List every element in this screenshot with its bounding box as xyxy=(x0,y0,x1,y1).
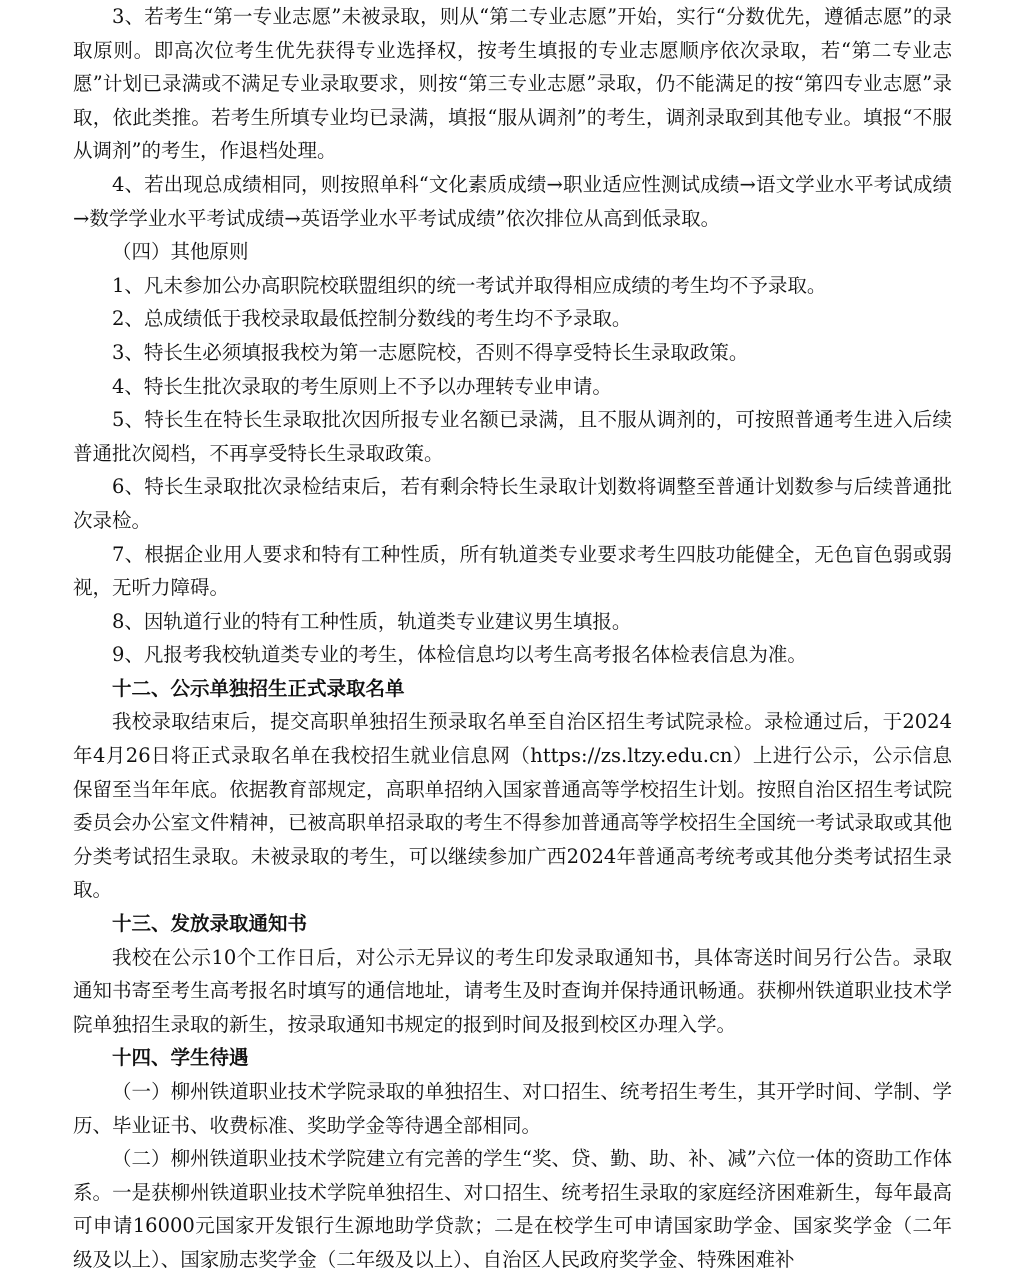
section-heading-12: 十二、公示单独招生正式录取名单 xyxy=(112,676,405,700)
paragraph-other-principle-9: 9、凡报考我校轨道类专业的考生，体检信息均以考生高考报名体检表信息为准。 xyxy=(112,643,807,667)
document-body xyxy=(73,0,952,1277)
subheading-other-principles: （四）其他原则 xyxy=(112,240,249,264)
section-heading-14: 十四、学生待遇 xyxy=(112,1046,249,1070)
paragraph-student-benefits-1: （一）柳州铁道职业技术学院录取的单独招生、对口招生、统考招生考生，其开学时间、学制、学历、毕业证书、收费标准、奖助学金等待遇全部相同。 xyxy=(73,1080,952,1137)
paragraph-other-principle-3: 3、特长生必须填报我校为第一志愿院校，否则不得享受特长生录取政策。 xyxy=(112,340,749,364)
paragraph-admission-rule-4: 4、若出现总成绩相同，则按照单科“文化素质成绩→职业适应性测试成绩→语文学业水平考试成绩→数学学业水平考试成绩→英语学业水平考试成绩”依次排位从高到低录取。 xyxy=(73,172,952,230)
paragraph-other-principle-1: 1、凡未参加公办高职院校联盟组织的统一考试并取得相应成绩的考生均不予录取。 xyxy=(112,273,827,297)
paragraph-other-principle-7: 7、根据企业用人要求和特有工种性质，所有轨道类专业要求考生四肢功能健全，无色盲色弱或弱视，无听力障碍。 xyxy=(73,542,952,600)
paragraph-admission-notice: 我校在公示10个工作日后，对公示无异议的考生印发录取通知书，具体寄送时间另行公告。录取通知书寄至考生高考报名时填写的通信地址，请考生及时查询并保持通讯畅通。获柳州铁道职业技术学院单独招生录取的新生，按录取通知书规定的报到时间及报到校区办理入学。 xyxy=(73,945,952,1036)
paragraph-other-principle-2: 2、总成绩低于我校录取最低控制分数线的考生均不予录取。 xyxy=(112,307,632,331)
section-heading-13: 十三、发放录取通知书 xyxy=(112,912,308,936)
paragraph-student-benefits-2: （二）柳州铁道职业技术学院建立有完善的学生“奖、贷、勤、助、补、减”六位一体的资助工作体系。一是获柳州铁道职业技术学院单独招生、对口招生、统考招生录取的家庭经济困难新生，每年最高可申请16000元国家开发银行生源地助学贷款；二是在校学生可申请国家助学金、国家奖学金（二年级及以上）、国家励志奖学金（二年级及以上）、自治区人民政府奖学金、特殊困难补 xyxy=(73,1147,952,1271)
paragraph-publicity: 我校录取结束后，提交高职单独招生预录取名单至自治区招生考试院录检。录检通过后，于2024年4月26日将正式录取名单在我校招生就业信息网（https://zs.ltzy.edu.cn）上进行公示，公示信息保留至当年年底。依据教育部规定，高职单招纳入国家普通高等学校招生计划。按照自治区招生考试院委员会办公室文件精神，已被高职单招录取的考生不得参加普通高等学校招生全国统一考试录取或其他分类考试招生录取。未被录取的考生，可以继续参加广西2024年普通高考统考或其他分类考试招生录取。 xyxy=(73,710,952,902)
paragraph-other-principle-6: 6、特长生录取批次录检结束后，若有剩余特长生录取计划数将调整至普通计划数参与后续普通批次录检。 xyxy=(73,475,952,532)
paragraph-other-principle-8: 8、因轨道行业的特有工种性质，轨道类专业建议男生填报。 xyxy=(112,609,632,633)
paragraph-other-principle-4: 4、特长生批次录取的考生原则上不予以办理转专业申请。 xyxy=(112,374,612,398)
paragraph-other-principle-5: 5、特长生在特长生录取批次因所报专业名额已录满，且不服从调剂的，可按照普通考生进入后续普通批次阅档，不再享受特长生录取政策。 xyxy=(73,408,952,465)
paragraph-admission-rule-3: 3、若考生“第一专业志愿”未被录取，则从“第二专业志愿”开始，实行“分数优先，遵循志愿”的录取原则。即高次位考生优先获得专业选择权，按考生填报的专业志愿顺序依次录取，若“第二专业志愿”计划已录满或不满足专业录取要求，则按“第三专业志愿”录取，仍不能满足的按“第四专业志愿”录取，依此类推。若考生所填专业均已录满，填报“服从调剂”的考生，调剂录取到其他专业。填报“不服从调剂”的考生，作退档处理。 xyxy=(73,5,952,163)
